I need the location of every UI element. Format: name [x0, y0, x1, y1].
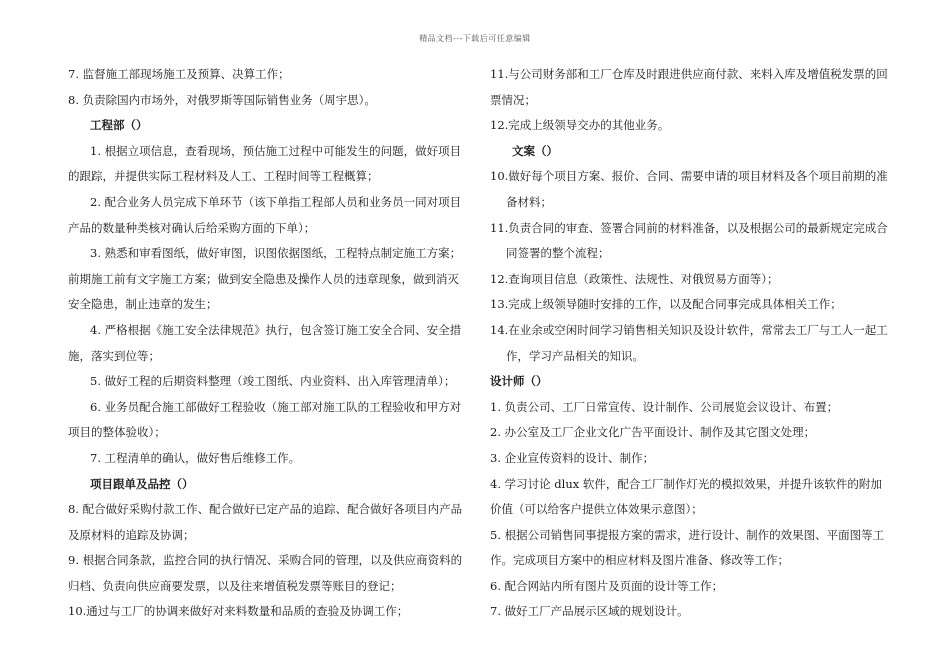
text-line: 1. 负责公司、工厂日常宣传、设计制作、公司展览会议设计、布置；	[490, 399, 839, 414]
text-line: 11.与公司财务部和工厂仓库及时跟进供应商付款、来料入库及增值税发票的回	[490, 67, 888, 81]
text-line: 8. 配合做好采购付款工作、配合做好已定产品的追踪、配合做好各项目内产品	[68, 502, 463, 517]
right-column	[490, 62, 890, 625]
text-line: 作。完成项目方案中的相应材料及图片准备、修改等工作；	[490, 553, 789, 568]
text-line: 项目的整体验收）；	[68, 425, 166, 440]
text-line: 6. 配合网站内所有图片及页面的设计等工作；	[490, 578, 724, 593]
text-line: 10.做好每个项目方案、报价、合同、需要申请的项目材料及各个项目前期的准	[490, 169, 888, 184]
text-line: 前期施工前有文字施工方案；做到安全隐患及操作人员的违章现象，做到消灭	[68, 271, 459, 286]
text-line: 安全隐患，制止违章的发生；	[68, 297, 218, 312]
text-line: 3. 企业宣传资料的设计、制作；	[490, 450, 655, 465]
text-line: 4. 严格根据《施工安全法律规范》执行，包含签订施工安全合同、安全措	[90, 322, 462, 337]
text-line: 9. 根据合同条款，监控合同的执行情况、采购合同的管理，以及供应商资料的	[68, 553, 463, 568]
text-line: 12.完成上级领导交办的其他业务。	[490, 118, 670, 133]
text-line: 5. 做好工程的后期资料整理（竣工图纸、内业资料、出入库管理清单）；	[90, 374, 456, 389]
page-header-watermark: 精品文档---下载后可任意编辑	[419, 34, 531, 43]
text-line: 票情况；	[490, 92, 536, 107]
text-line: 7. 工程清单的确认，做好售后维修工作。	[90, 450, 301, 465]
text-line: 4. 学习讨论 dlux 软件，配合工厂制作灯光的模拟效果，并提升该软件的附加	[490, 476, 882, 491]
text-line: 产品的数量种类核对确认后给采购方面的下单）；	[68, 220, 316, 235]
section-heading: 工程部（）	[90, 118, 148, 133]
text-line: 6. 业务员配合施工部做好工程验收（施工部对施工队的工程验收和甲方对	[90, 399, 462, 414]
section-heading: 项目跟单及品控（）	[90, 476, 194, 491]
section-heading: 文案（）	[512, 143, 558, 158]
text-line: 11.负责合同的审查、签署合同前的材料准备，以及根据公司的最新规定完成合	[490, 220, 888, 235]
text-line: 2. 办公室及工厂企业文化广告平面设计、制作及其它图文处理；	[490, 425, 816, 440]
text-line: 1. 根据立项信息，查看现场，预估施工过程中可能发生的问题，做好项目	[90, 143, 462, 158]
text-line: 8. 负责除国内市场外，对俄罗斯等国际销售业务（周宇思）。	[68, 92, 376, 107]
text-line: 及原材料的追踪及协调；	[68, 527, 195, 542]
text-line: 10.通过与工厂的协调来做好对来料数量和品质的查验及协调工作；	[68, 604, 409, 619]
left-column	[68, 62, 463, 625]
section-heading: 设计师（）	[490, 374, 548, 389]
text-line: 作，学习产品相关的知识。	[506, 348, 644, 363]
text-line: 7. 做好工厂产品展示区域的规划设计。	[490, 604, 689, 619]
text-line: 7. 监督施工部现场施工及预算、决算工作；	[68, 67, 290, 81]
text-line: 2. 配合业务人员完成下单环节（该下单指工程部人员和业务员一同对项目	[90, 194, 462, 209]
text-line: 5. 根据公司销售同事提报方案的需求，进行设计、制作的效果图、平面图等工	[490, 527, 885, 542]
text-line: 12.查询项目信息（政策性、法规性、对俄贸易方面等）；	[490, 271, 779, 286]
text-line: 同签署的整个流程；	[506, 246, 610, 261]
text-line: 备材料；	[506, 194, 552, 209]
text-line: 13.完成上级领导随时安排的工作，以及配合同事完成具体相关工作；	[490, 297, 842, 312]
text-line: 的跟踪，并提供实际工程材料及人工、工程时间等工程概算；	[68, 169, 379, 184]
text-line: 归档、负责向供应商要发票，以及往来增值税发票等账目的登记；	[68, 578, 402, 593]
text-line: 施，落实到位等；	[68, 348, 160, 363]
text-line: 价值（可以给客户提供立体效果示意图）；	[490, 502, 703, 517]
text-line: 14.在业余或空闲时间学习销售相关知识及设计软件，常常去工厂与工人一起工	[490, 322, 888, 337]
text-line: 3. 熟悉和审看图纸，做好审图，识图依据图纸，工程特点制定施工方案；	[90, 246, 462, 261]
